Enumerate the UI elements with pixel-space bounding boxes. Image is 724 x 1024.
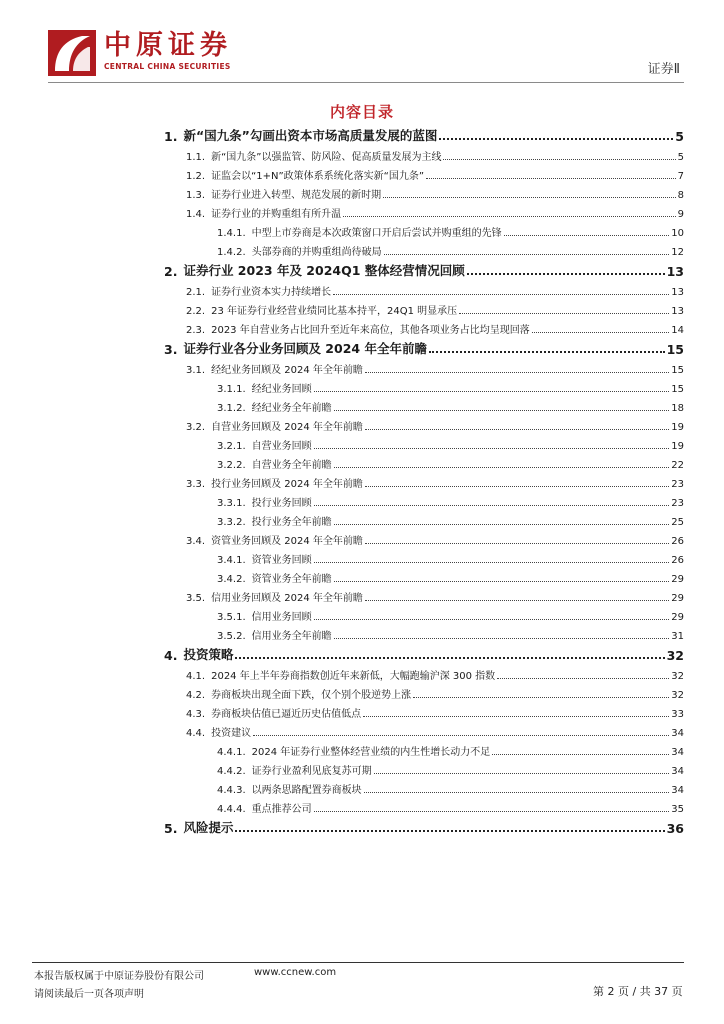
toc-dot-leader — [504, 235, 670, 236]
toc-entry-number: 4.4.4. — [217, 804, 246, 815]
toc-entry-title: 2023 年自营业务占比回升至近年来高位，其他各项业务占比均呈现回落 — [211, 325, 530, 336]
toc-dot-leader — [467, 273, 665, 275]
toc-entry-title: 证券行业 2023 年及 2024Q1 整体经营情况回顾 — [183, 263, 465, 278]
toc-entry-title: 证监会以“1+N”政策体系系统化落实新“国九条” — [211, 171, 425, 182]
toc-entry-page: 15 — [666, 342, 684, 357]
toc-entry-level-2[interactable] — [162, 471, 684, 490]
toc-entry-title: 头部券商的并购重组尚待破局 — [251, 247, 382, 258]
toc-dot-leader — [532, 332, 670, 333]
toc-entry-level-3[interactable] — [162, 796, 684, 815]
toc-dot-leader — [426, 178, 676, 179]
toc-entry-number: 3.3.2. — [217, 517, 246, 528]
toc-entry-number: 4.4.2. — [217, 766, 246, 777]
footer-disclaimer-note: 请阅读最后一页各项声明 — [34, 989, 144, 1000]
toc-entry-page: 9 — [677, 209, 684, 220]
toc-entry-page: 7 — [677, 171, 684, 182]
toc-entry-number: 3.3.1. — [217, 498, 246, 509]
toc-entry-number: 4.4.1. — [217, 747, 246, 758]
toc-entry-number: 3.5. — [186, 593, 206, 604]
toc-dot-leader — [365, 600, 669, 601]
table-of-contents — [162, 123, 684, 836]
toc-entry-number: 3.5.1. — [217, 612, 246, 623]
toc-dot-leader — [365, 486, 669, 487]
toc-entry-level-2[interactable] — [162, 279, 684, 298]
toc-dot-leader — [492, 754, 669, 755]
toc-entry-page: 13 — [671, 287, 684, 298]
toc-dot-leader — [314, 811, 670, 812]
toc-entry-page: 32 — [671, 671, 684, 682]
industry-label: 证券Ⅱ — [647, 62, 680, 77]
toc-entry-page: 31 — [671, 631, 684, 642]
toc-entry-title: 经纪业务回顾 — [251, 384, 312, 395]
toc-entry-page: 10 — [671, 228, 684, 239]
toc-entry-title: 信用业务回顾 — [251, 612, 312, 623]
toc-title: 内容目录 — [329, 103, 394, 121]
toc-entry-page: 23 — [671, 479, 684, 490]
page-header — [0, 0, 724, 84]
toc-entry-title: 证券行业进入转型、规范发展的新时期 — [211, 190, 382, 201]
toc-entry-number: 2. — [164, 264, 178, 279]
toc-entry-page: 25 — [671, 517, 684, 528]
toc-entry-page: 34 — [671, 728, 684, 739]
toc-entry-page: 26 — [671, 555, 684, 566]
toc-dot-leader — [365, 429, 669, 430]
brand-name-chinese: 中原证券 — [104, 30, 232, 61]
toc-entry-number: 4. — [164, 648, 178, 663]
toc-entry-level-2[interactable] — [162, 682, 684, 701]
toc-entry-level-3[interactable] — [162, 220, 684, 239]
toc-dot-leader — [343, 216, 676, 217]
toc-entry-page: 19 — [671, 441, 684, 452]
toc-entry-page: 8 — [677, 190, 684, 201]
toc-entry-level-3[interactable] — [162, 509, 684, 528]
toc-entry-page: 14 — [671, 325, 684, 336]
toc-entry-title: 信用业务全年前瞻 — [251, 631, 332, 642]
central-china-securities-logo-icon — [48, 30, 96, 76]
toc-entry-page: 29 — [671, 574, 684, 585]
toc-dot-leader — [314, 505, 670, 506]
toc-entry-number: 3.2.2. — [217, 460, 246, 471]
toc-entry-title: 投行业务回顾及 2024 年全年前瞻 — [211, 479, 363, 490]
toc-entry-page: 32 — [666, 648, 684, 663]
toc-dot-leader — [334, 410, 670, 411]
toc-entry-page: 29 — [671, 612, 684, 623]
toc-dot-leader — [443, 159, 675, 160]
toc-entry-title: 资管业务回顾及 2024 年全年前瞻 — [211, 536, 363, 547]
toc-entry-number: 4.4.3. — [217, 785, 246, 796]
toc-entry-title: 中型上市券商是本次政策窗口开启后尝试并购重组的先锋 — [251, 228, 502, 239]
toc-entry-level-3[interactable] — [162, 547, 684, 566]
toc-entry-number: 1.1. — [186, 152, 206, 163]
toc-entry-level-2[interactable] — [162, 144, 684, 163]
brand-name-english: CENTRAL CHINA SECURITIES — [104, 62, 231, 71]
toc-entry-level-2[interactable] — [162, 701, 684, 720]
toc-entry-title: 2024 年上半年券商指数创近年来新低，大幅跑输沪深 300 指数 — [211, 671, 496, 682]
toc-dot-leader — [333, 294, 669, 295]
header-divider — [48, 82, 684, 83]
toc-entry-number: 1.4. — [186, 209, 206, 220]
toc-dot-leader — [314, 619, 670, 620]
toc-entry-page: 33 — [671, 709, 684, 720]
toc-entry-level-1[interactable] — [162, 336, 684, 357]
toc-entry-number: 3.5.2. — [217, 631, 246, 642]
toc-entry-level-2[interactable] — [162, 414, 684, 433]
toc-entry-page: 34 — [671, 785, 684, 796]
toc-dot-leader — [235, 657, 664, 659]
toc-entry-level-2[interactable] — [162, 357, 684, 376]
toc-entry-number: 3.1.1. — [217, 384, 246, 395]
toc-entry-number: 1. — [164, 129, 178, 144]
toc-entry-page: 29 — [671, 593, 684, 604]
toc-dot-leader — [429, 351, 665, 353]
toc-entry-page: 13 — [666, 264, 684, 279]
toc-entry-title: 以两条思路配置券商板块 — [251, 785, 362, 796]
toc-entry-level-3[interactable] — [162, 376, 684, 395]
toc-entry-number: 3.1.2. — [217, 403, 246, 414]
toc-entry-title: 新“国九条”以强监管、防风险、促高质量发展为主线 — [211, 152, 442, 163]
toc-entry-number: 2.3. — [186, 325, 206, 336]
toc-dot-leader — [383, 197, 676, 198]
toc-entry-title: 证券行业各分业务回顾及 2024 年全年前瞻 — [183, 341, 427, 356]
toc-entry-number: 2.2. — [186, 306, 206, 317]
toc-entry-number: 2.1. — [186, 287, 206, 298]
toc-dot-leader — [253, 735, 669, 736]
toc-entry-title: 自营业务全年前瞻 — [251, 460, 332, 471]
toc-entry-title: 证券行业资本实力持续增长 — [211, 287, 332, 298]
toc-dot-leader — [334, 524, 670, 525]
toc-entry-title: 经纪业务回顾及 2024 年全年前瞻 — [211, 365, 363, 376]
toc-entry-title: 新“国九条”勾画出资本市场高质量发展的蓝图 — [183, 128, 438, 143]
toc-dot-leader — [384, 254, 670, 255]
toc-entry-page: 35 — [671, 804, 684, 815]
toc-entry-level-1[interactable] — [162, 815, 684, 836]
footer-divider — [32, 962, 684, 963]
toc-entry-number: 3.4.2. — [217, 574, 246, 585]
toc-entry-level-3[interactable] — [162, 758, 684, 777]
page-number: 第 2 页 / 共 37 页 — [593, 985, 683, 998]
toc-entry-page: 5 — [675, 129, 684, 144]
toc-entry-title: 2024 年证券行业整体经营业绩的内生性增长动力不足 — [251, 747, 491, 758]
toc-entry-title: 资管业务回顾 — [251, 555, 312, 566]
toc-entry-level-3[interactable] — [162, 777, 684, 796]
toc-entry-title: 风险提示 — [183, 820, 234, 835]
toc-entry-page: 13 — [671, 306, 684, 317]
toc-entry-level-2[interactable] — [162, 585, 684, 604]
toc-entry-page: 12 — [671, 247, 684, 258]
toc-entry-level-2[interactable] — [162, 182, 684, 201]
footer-copyright: 本报告版权属于中原证券股份有限公司 — [34, 971, 204, 982]
toc-entry-level-2[interactable] — [162, 528, 684, 547]
toc-dot-leader — [374, 773, 670, 774]
toc-dot-leader — [363, 716, 669, 717]
toc-entry-page: 18 — [671, 403, 684, 414]
toc-entry-level-3[interactable] — [162, 433, 684, 452]
toc-entry-title: 自营业务回顾及 2024 年全年前瞻 — [211, 422, 363, 433]
toc-entry-number: 3.2. — [186, 422, 206, 433]
toc-entry-title: 投行业务回顾 — [251, 498, 312, 509]
toc-entry-level-3[interactable] — [162, 395, 684, 414]
footer-website-link[interactable]: www.ccnew.com — [254, 967, 337, 978]
toc-entry-number: 4.1. — [186, 671, 206, 682]
toc-entry-level-3[interactable] — [162, 604, 684, 623]
toc-entry-title: 券商板块出现全面下跌，仅个别个股逆势上涨 — [211, 690, 412, 701]
toc-entry-page: 26 — [671, 536, 684, 547]
toc-entry-title: 经纪业务全年前瞻 — [251, 403, 332, 414]
toc-entry-level-2[interactable] — [162, 163, 684, 182]
toc-entry-number: 4.4. — [186, 728, 206, 739]
toc-entry-number: 1.4.1. — [217, 228, 246, 239]
toc-entry-number: 3.4. — [186, 536, 206, 547]
toc-dot-leader — [314, 391, 670, 392]
toc-entry-page: 23 — [671, 498, 684, 509]
toc-entry-number: 3.3. — [186, 479, 206, 490]
toc-dot-leader — [334, 581, 670, 582]
toc-dot-leader — [364, 792, 670, 793]
toc-entry-level-3[interactable] — [162, 239, 684, 258]
toc-entry-title: 投资建议 — [211, 728, 252, 739]
toc-entry-level-2[interactable] — [162, 317, 684, 336]
toc-dot-leader — [314, 562, 670, 563]
toc-entry-number: 3.1. — [186, 365, 206, 376]
toc-entry-level-3[interactable] — [162, 739, 684, 758]
toc-entry-number: 3.2.1. — [217, 441, 246, 452]
toc-entry-number: 4.2. — [186, 690, 206, 701]
toc-entry-number: 3. — [164, 342, 178, 357]
toc-entry-title: 重点推荐公司 — [251, 804, 312, 815]
toc-entry-title: 信用业务回顾及 2024 年全年前瞻 — [211, 593, 363, 604]
toc-dot-leader — [365, 543, 669, 544]
toc-entry-title: 23 年证券行业经营业绩同比基本持平，24Q1 明显承压 — [211, 306, 458, 317]
toc-entry-number: 5. — [164, 821, 178, 836]
toc-entry-page: 34 — [671, 766, 684, 777]
toc-entry-level-2[interactable] — [162, 201, 684, 220]
toc-entry-page: 5 — [677, 152, 684, 163]
toc-entry-title: 自营业务回顾 — [251, 441, 312, 452]
toc-dot-leader — [459, 313, 669, 314]
toc-dot-leader — [314, 448, 670, 449]
toc-entry-number: 4.3. — [186, 709, 206, 720]
toc-dot-leader — [334, 638, 670, 639]
toc-entry-number: 1.2. — [186, 171, 206, 182]
toc-entry-level-3[interactable] — [162, 623, 684, 642]
toc-entry-level-1[interactable] — [162, 642, 684, 663]
toc-dot-leader — [235, 830, 664, 832]
toc-entry-title: 证券行业的并购重组有所升温 — [211, 209, 342, 220]
toc-entry-page: 36 — [666, 821, 684, 836]
toc-entry-page: 15 — [671, 384, 684, 395]
toc-entry-page: 22 — [671, 460, 684, 471]
toc-entry-title: 证券行业盈利见底复苏可期 — [251, 766, 372, 777]
toc-entry-title: 资管业务全年前瞻 — [251, 574, 332, 585]
toc-entry-page: 19 — [671, 422, 684, 433]
toc-entry-number: 1.3. — [186, 190, 206, 201]
toc-entry-level-3[interactable] — [162, 490, 684, 509]
toc-entry-title: 券商板块估值已逼近历史估值低点 — [211, 709, 362, 720]
toc-dot-leader — [334, 467, 670, 468]
toc-dot-leader — [497, 678, 669, 679]
toc-entry-level-3[interactable] — [162, 566, 684, 585]
toc-dot-leader — [413, 697, 669, 698]
toc-entry-level-1[interactable] — [162, 258, 684, 279]
toc-dot-leader — [439, 138, 673, 140]
toc-entry-level-2[interactable] — [162, 298, 684, 317]
toc-entry-page: 32 — [671, 690, 684, 701]
toc-entry-page: 15 — [671, 365, 684, 376]
toc-entry-title: 投行业务全年前瞻 — [251, 517, 332, 528]
toc-entry-level-2[interactable] — [162, 720, 684, 739]
toc-entry-number: 1.4.2. — [217, 247, 246, 258]
toc-entry-number: 3.4.1. — [217, 555, 246, 566]
toc-entry-level-3[interactable] — [162, 452, 684, 471]
toc-entry-level-1[interactable] — [162, 123, 684, 144]
toc-entry-title: 投资策略 — [183, 647, 234, 662]
toc-entry-level-2[interactable] — [162, 663, 684, 682]
toc-entry-page: 34 — [671, 747, 684, 758]
toc-dot-leader — [365, 372, 669, 373]
